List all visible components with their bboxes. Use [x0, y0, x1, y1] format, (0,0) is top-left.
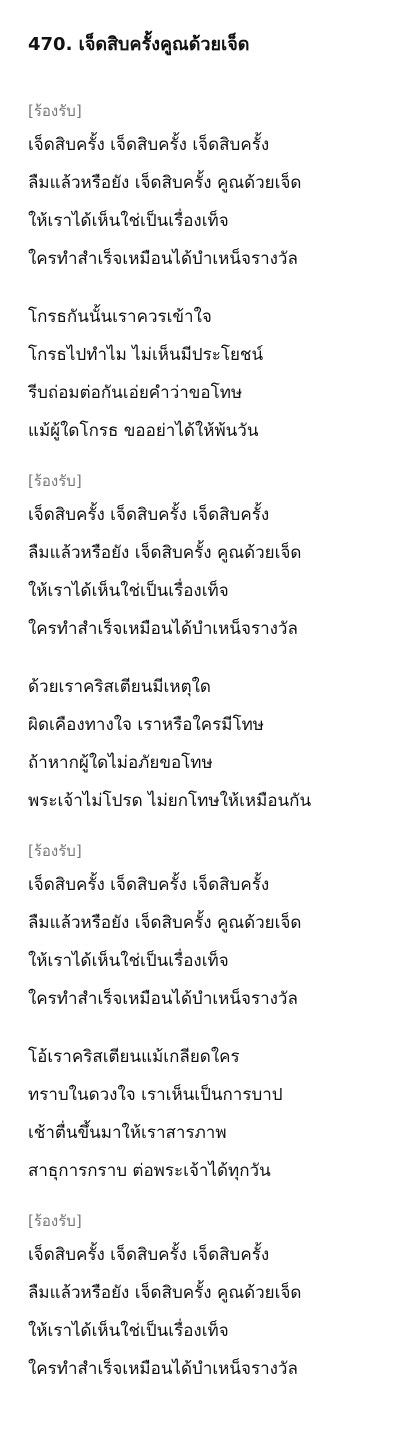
verse-block: [28, 668, 407, 820]
chorus-line: ให้เราได้เห็นใช่เป็นเรื่องเท็จ: [28, 581, 229, 601]
chorus-line: ลืมแล้วหรือยัง เจ็ดสิบครั้ง คูณด้วยเจ็ด: [28, 1283, 302, 1303]
chorus-block: [28, 1210, 407, 1388]
chorus-line: ลืมแล้วหรือยัง เจ็ดสิบครั้ง คูณด้วยเจ็ด: [28, 543, 302, 563]
chorus-label: [ร้องรับ]: [28, 472, 82, 490]
chorus-line: เจ็ดสิบครั้ง เจ็ดสิบครั้ง เจ็ดสิบครั้ง: [28, 505, 270, 525]
chorus-line: ใครทำสำเร็จเหมือนได้บำเหน็จรางวัล: [28, 619, 298, 639]
chorus-line: ลืมแล้วหรือยัง เจ็ดสิบครั้ง คูณด้วยเจ็ด: [28, 173, 302, 193]
verse-line: แม้ผู้ใดโกรธ ขออย่าได้ให้พ้นวัน: [28, 421, 259, 441]
chorus-line: ให้เราได้เห็นใช่เป็นเรื่องเท็จ: [28, 1321, 229, 1341]
chorus-line: ให้เราได้เห็นใช่เป็นเรื่องเท็จ: [28, 951, 229, 971]
chorus-label: [ร้องรับ]: [28, 842, 82, 860]
verse-line: โกรธไปทำไม ไม่เห็นมีประโยชน์: [28, 345, 264, 365]
verse-line: สาธุการกราบ ต่อพระเจ้าได้ทุกวัน: [28, 1161, 271, 1181]
chorus-line: ใครทำสำเร็จเหมือนได้บำเหน็จรางวัล: [28, 249, 298, 269]
verse-line: โอ้เราคริสเตียนแม้เกลียดใคร: [28, 1047, 240, 1067]
chorus-label: [ร้องรับ]: [28, 1212, 82, 1230]
chorus-label: [ร้องรับ]: [28, 102, 82, 120]
song-title: 470. เจ็ดสิบครั้งคูณด้วยเจ็ด: [28, 34, 250, 55]
chorus-block: [28, 840, 407, 1018]
verse-line: ถ้าหากผู้ใดไม่อภัยขอโทษ: [28, 753, 213, 773]
verse-block: [28, 1038, 407, 1190]
chorus-line: ให้เราได้เห็นใช่เป็นเรื่องเท็จ: [28, 211, 229, 231]
chorus-block: [28, 100, 407, 278]
verse-line: รีบถ่อมต่อกันเอ่ยคำว่าขอโทษ: [28, 383, 243, 403]
verse-line: พระเจ้าไม่โปรด ไม่ยกโทษให้เหมือนกัน: [28, 791, 312, 811]
chorus-line: ใครทำสำเร็จเหมือนได้บำเหน็จรางวัล: [28, 1359, 298, 1379]
verse-line: เช้าตื่นขึ้นมาให้เราสารภาพ: [28, 1123, 227, 1143]
chorus-line: เจ็ดสิบครั้ง เจ็ดสิบครั้ง เจ็ดสิบครั้ง: [28, 135, 270, 155]
chorus-line: ใครทำสำเร็จเหมือนได้บำเหน็จรางวัล: [28, 989, 298, 1009]
verse-line: ทราบในดวงใจ เราเห็นเป็นการบาป: [28, 1085, 283, 1105]
chorus-line: ลืมแล้วหรือยัง เจ็ดสิบครั้ง คูณด้วยเจ็ด: [28, 913, 302, 933]
verse-line: ผิดเคืองทางใจ เราหรือใครมีโทษ: [28, 715, 264, 735]
verse-block: [28, 298, 407, 450]
verse-line: โกรธกันนั้นเราควรเข้าใจ: [28, 307, 212, 327]
chorus-line: เจ็ดสิบครั้ง เจ็ดสิบครั้ง เจ็ดสิบครั้ง: [28, 1245, 270, 1265]
chorus-block: [28, 470, 407, 648]
verse-line: ด้วยเราคริสเตียนมีเหตุใด: [28, 677, 211, 697]
chorus-line: เจ็ดสิบครั้ง เจ็ดสิบครั้ง เจ็ดสิบครั้ง: [28, 875, 270, 895]
